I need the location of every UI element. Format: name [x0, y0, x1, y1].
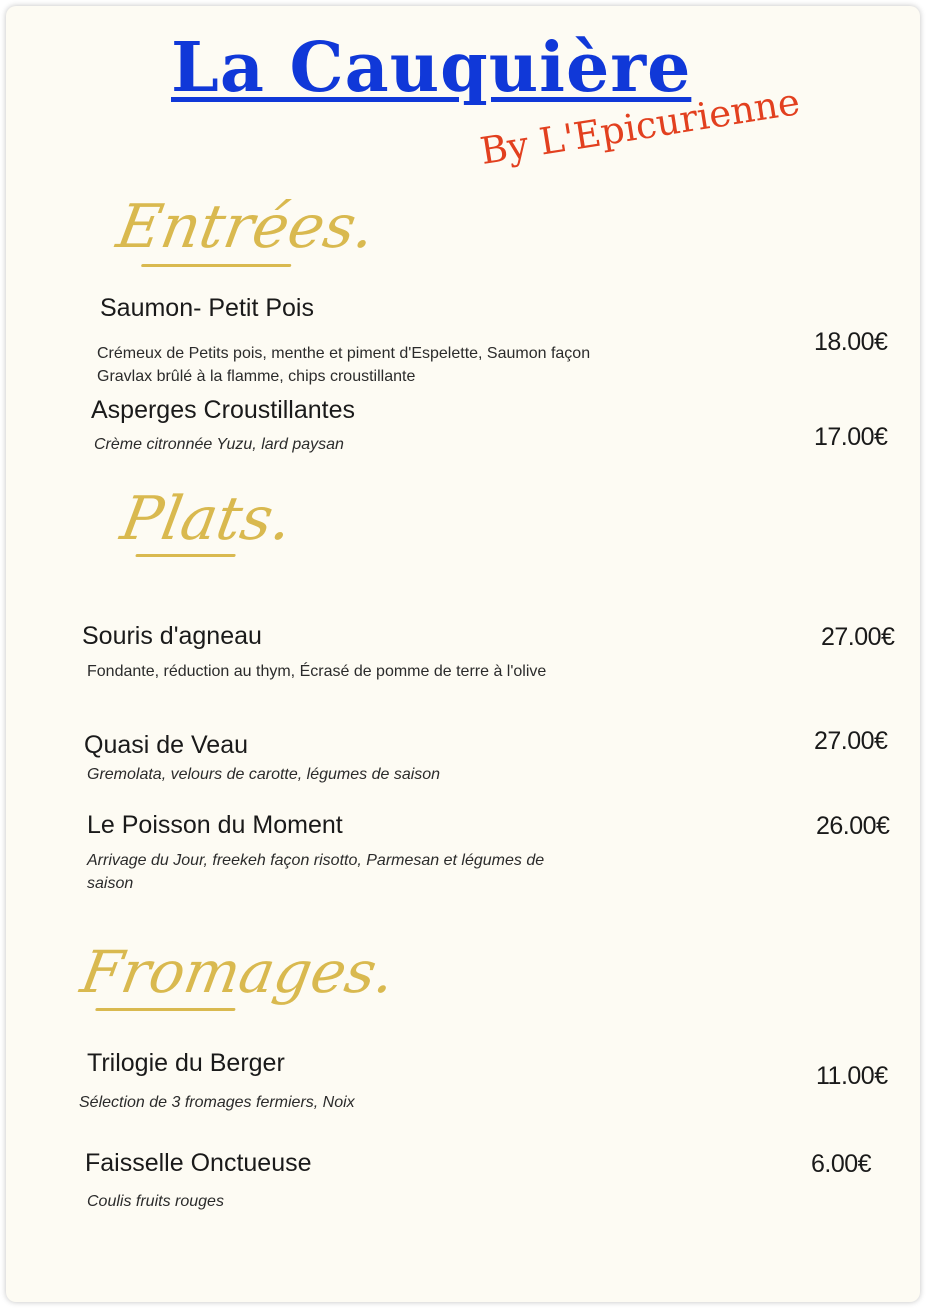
dish-price: 26.00€	[816, 812, 890, 840]
dish-description: Crème citronnée Yuzu, lard paysan	[94, 436, 344, 453]
menu-page	[6, 6, 920, 1302]
dish-description: Coulis fruits rouges	[87, 1193, 224, 1210]
dish-price: 27.00€	[814, 727, 888, 755]
restaurant-subtitle: By L'Epicurienne	[477, 80, 803, 173]
dish-price: 18.00€	[814, 328, 888, 356]
dish-price: 6.00€	[811, 1150, 872, 1178]
dish-name: Quasi de Veau	[84, 731, 249, 759]
heading-underline	[135, 554, 236, 557]
section-heading-entrees: Entrées.	[112, 192, 380, 262]
dish-description: Crémeux de Petits pois, menthe et piment d'Espelette, Saumon façon Gravlax brûlé à la flamme, chips croustillante	[97, 345, 591, 385]
dish-price: 17.00€	[814, 423, 888, 451]
heading-underline	[95, 1008, 236, 1011]
dish-name: Asperges Croustillantes	[91, 396, 356, 424]
dish-name: Souris d'agneau	[82, 622, 262, 650]
restaurant-title: La Cauquière	[171, 28, 692, 108]
dish-name: Le Poisson du Moment	[87, 811, 343, 839]
dish-name: Faisselle Onctueuse	[85, 1149, 312, 1177]
dish-description: Fondante, réduction au thym, Écrasé de pomme de terre à l'olive	[87, 663, 547, 680]
dish-price: 27.00€	[821, 623, 895, 651]
dish-name: Saumon- Petit Pois	[100, 294, 314, 322]
heading-underline	[141, 264, 292, 267]
dish-name: Trilogie du Berger	[87, 1049, 285, 1077]
dish-description: Arrivage du Jour, freekeh façon risotto, Parmesan et légumes de saison	[87, 852, 545, 892]
dish-description: Sélection de 3 fromages fermiers, Noix	[79, 1094, 355, 1111]
dish-price: 11.00€	[816, 1062, 888, 1090]
section-heading-plats: Plats.	[116, 484, 298, 554]
dish-description: Gremolata, velours de carotte, légumes de saison	[87, 766, 441, 783]
section-heading-fromages: Fromages.	[76, 938, 400, 1006]
